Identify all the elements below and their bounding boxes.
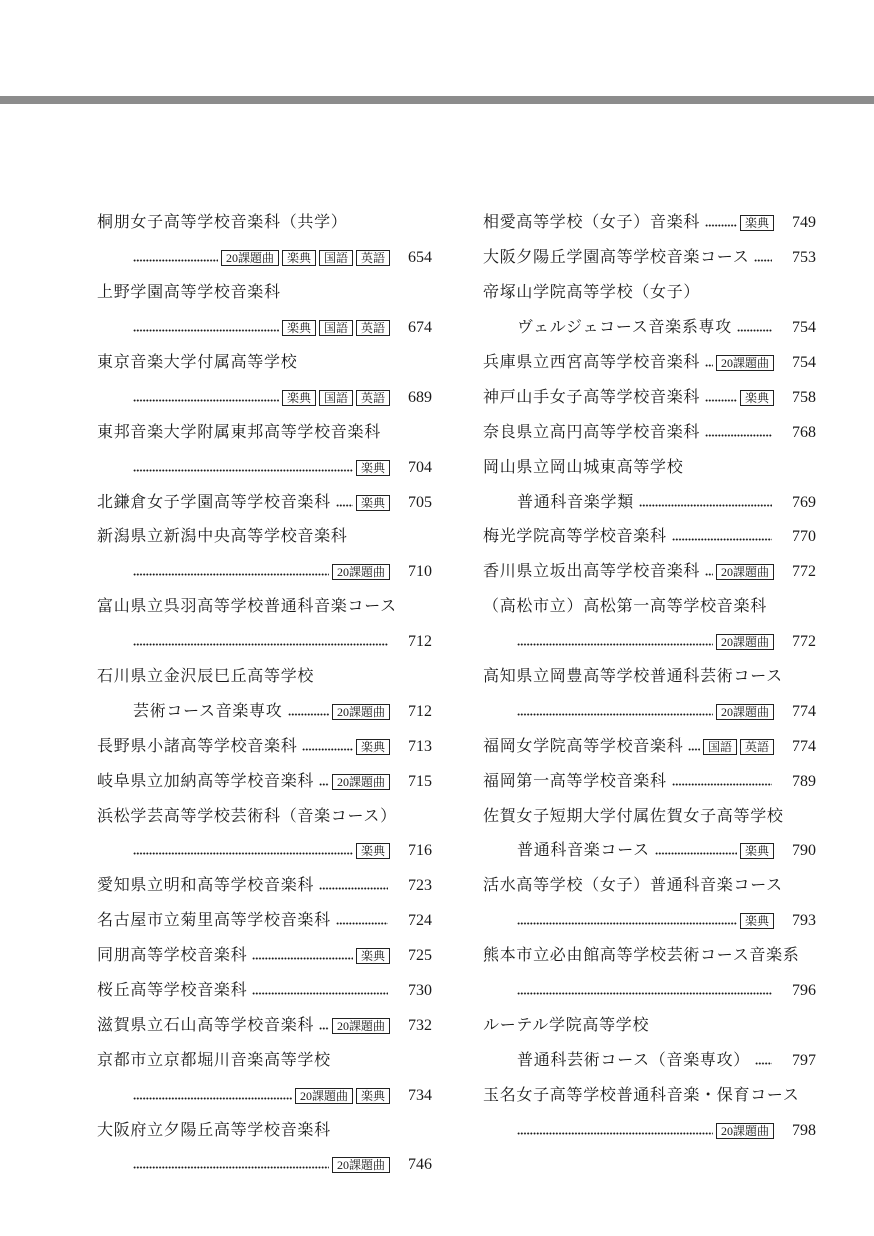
school-name-continued: ヴェルジェコース音楽系専攻 [517, 319, 732, 337]
tag-badge: 国語 [319, 390, 353, 406]
tag-badge: 20課題曲 [716, 355, 774, 371]
toc-line [97, 380, 432, 415]
toc-line [97, 834, 432, 869]
toc-line [483, 660, 816, 695]
school-name-continued: 普通科音楽コース [517, 842, 650, 860]
school-name: 名古屋市立菊里高等学校音楽科 [97, 912, 331, 930]
page-number: 790 [792, 842, 816, 860]
toc-entry [483, 939, 816, 1009]
tag-badge: 楽典 [740, 843, 774, 859]
page-number: 716 [408, 842, 432, 860]
toc-line [483, 729, 816, 764]
leader-dots [133, 399, 279, 402]
toc-line [97, 346, 432, 381]
school-name: 福岡第一高等学校音楽科 [483, 772, 667, 790]
toc-line [483, 276, 816, 311]
tag-badge: 20課題曲 [716, 704, 774, 720]
tag-badge: 国語 [703, 739, 737, 755]
page-number: 770 [792, 528, 816, 546]
toc-entry [97, 974, 432, 1009]
school-name: 活水高等学校（女子）普通科音楽コース [483, 877, 783, 895]
school-name-continued: 普通科芸術コース（音楽専攻） [517, 1051, 751, 1069]
school-name: 相愛高等学校（女子）音楽科 [483, 214, 701, 232]
school-name-continued: 普通科音楽学類 [517, 493, 634, 511]
toc-entry [97, 869, 432, 904]
leader-dots [517, 1132, 713, 1135]
toc-entry [97, 904, 432, 939]
leader-dots [639, 504, 772, 507]
leader-dots [755, 1062, 772, 1065]
school-name: 香川県立坂出高等学校音楽科 [483, 563, 701, 581]
toc-entry [483, 799, 816, 869]
school-name: 岐阜県立加納高等学校音楽科 [97, 772, 315, 790]
page-number: 749 [792, 214, 816, 232]
page-number: 774 [792, 702, 816, 720]
toc-column-left [97, 206, 432, 1183]
leader-dots [288, 713, 329, 716]
toc-line [97, 660, 432, 695]
toc-line [483, 1008, 816, 1043]
toc-line [97, 415, 432, 450]
toc-entry [483, 869, 816, 939]
toc-entry [483, 555, 816, 590]
toc-entry [483, 729, 816, 764]
leader-dots [133, 259, 218, 262]
tag-badge: 国語 [319, 250, 353, 266]
leader-dots [319, 1027, 329, 1030]
tag-badge: 英語 [740, 739, 774, 755]
leader-dots [336, 922, 388, 925]
school-name: 北鎌倉女子学園高等学校音楽科 [97, 493, 331, 511]
page-number: 654 [408, 249, 432, 267]
leader-dots [133, 1097, 292, 1100]
toc-line [97, 590, 432, 625]
toc-entry [97, 1113, 432, 1183]
tag-badge: 20課題曲 [332, 564, 390, 580]
page-number: 724 [408, 912, 432, 930]
tag-badge: 20課題曲 [716, 1123, 774, 1139]
page-number: 712 [408, 702, 432, 720]
toc-line [483, 904, 816, 939]
tag-badge: 楽典 [282, 250, 316, 266]
tag-badge: 楽典 [356, 495, 390, 511]
leader-dots [705, 399, 737, 402]
page-number: 715 [408, 772, 432, 790]
page-number: 772 [792, 633, 816, 651]
school-name: 玉名女子高等学校普通科音楽・保育コース [483, 1086, 800, 1104]
toc-line [483, 380, 816, 415]
toc-line [97, 206, 432, 241]
toc-line [483, 939, 816, 974]
school-name: ルーテル学院高等学校 [483, 1016, 650, 1034]
school-name: 愛知県立明和高等学校音楽科 [97, 877, 315, 895]
school-name: 長野県小諸高等学校音楽科 [97, 737, 298, 755]
tag-badge: 20課題曲 [295, 1088, 353, 1104]
leader-dots [319, 783, 329, 786]
toc-entry [97, 729, 432, 764]
page-number: 796 [792, 982, 816, 1000]
leader-dots [705, 434, 772, 437]
toc-line [483, 555, 816, 590]
toc-entry [483, 241, 816, 276]
page-number: 798 [792, 1121, 816, 1139]
leader-dots [517, 643, 713, 646]
leader-dots [705, 364, 713, 367]
toc-line [97, 1113, 432, 1148]
page-number: 713 [408, 737, 432, 755]
page-number: 705 [408, 493, 432, 511]
leader-dots [754, 259, 772, 262]
page-number: 768 [792, 423, 816, 441]
toc-entry [97, 276, 432, 346]
toc-entry [97, 590, 432, 660]
toc-line [97, 729, 432, 764]
toc-line [97, 904, 432, 939]
tag-badge: 20課題曲 [332, 1157, 390, 1173]
tag-badge: 20課題曲 [221, 250, 279, 266]
leader-dots [133, 643, 388, 646]
toc-line [97, 939, 432, 974]
toc-line [483, 520, 816, 555]
tag-badge: 楽典 [356, 948, 390, 964]
toc-line [483, 694, 816, 729]
leader-dots [336, 504, 353, 507]
leader-dots [302, 748, 353, 751]
toc-line [483, 974, 816, 1009]
page-number: 793 [792, 912, 816, 930]
page-number: 710 [408, 563, 432, 581]
toc-line [97, 1043, 432, 1078]
page-number: 712 [408, 633, 432, 651]
toc-line [97, 1148, 432, 1183]
school-name: 富山県立呉羽高等学校普通科音楽コース [97, 598, 397, 616]
toc-entry [483, 1008, 816, 1078]
leader-dots [252, 992, 388, 995]
school-name: 滋賀県立石山高等学校音楽科 [97, 1016, 315, 1034]
school-name: 神戸山手女子高等学校音楽科 [483, 388, 701, 406]
tag-badge: 20課題曲 [332, 1018, 390, 1034]
school-name: 東邦音楽大学附属東邦高等学校音楽科 [97, 423, 381, 441]
tag-badge: 楽典 [356, 460, 390, 476]
leader-dots [672, 538, 772, 541]
leader-dots [133, 573, 329, 576]
tag-badge: 楽典 [740, 390, 774, 406]
page-number: 758 [792, 388, 816, 406]
leader-dots [319, 887, 388, 890]
tag-badge: 楽典 [282, 320, 316, 336]
toc-line [483, 346, 816, 381]
tag-badge: 20課題曲 [716, 564, 774, 580]
tag-badge: 英語 [356, 250, 390, 266]
leader-dots [252, 957, 353, 960]
toc-entry [483, 380, 816, 415]
toc-entry [483, 206, 816, 241]
toc-line [97, 311, 432, 346]
toc-line [483, 869, 816, 904]
tag-badge: 楽典 [282, 390, 316, 406]
toc-entry [483, 450, 816, 520]
page-number: 746 [408, 1156, 432, 1174]
toc-line [483, 206, 816, 241]
toc-line [483, 311, 816, 346]
leader-dots [688, 748, 700, 751]
toc-entry [97, 346, 432, 416]
toc-entry [483, 590, 816, 660]
toc-line [483, 241, 816, 276]
page-number: 674 [408, 319, 432, 337]
leader-dots [133, 469, 353, 472]
toc-line [97, 625, 432, 660]
toc-line [97, 485, 432, 520]
tag-badge: 20課題曲 [332, 704, 390, 720]
leader-dots [517, 992, 772, 995]
toc-line [97, 869, 432, 904]
tag-badge: 楽典 [740, 913, 774, 929]
page-number: 732 [408, 1016, 432, 1034]
toc-entry [483, 660, 816, 730]
toc-line [97, 276, 432, 311]
page-number: 774 [792, 737, 816, 755]
tag-badge: 英語 [356, 390, 390, 406]
school-name: 上野学園高等学校音楽科 [97, 284, 281, 302]
page-number: 789 [792, 772, 816, 790]
school-name: 梅光学院高等学校音楽科 [483, 528, 667, 546]
tag-badge: 楽典 [740, 215, 774, 231]
school-name: 福岡女学院高等学校音楽科 [483, 737, 684, 755]
school-name: 桜丘高等学校音楽科 [97, 982, 248, 1000]
toc-entry [483, 415, 816, 450]
toc-entry [97, 415, 432, 485]
tag-badge: 20課題曲 [716, 634, 774, 650]
toc-entry [483, 520, 816, 555]
leader-dots [705, 224, 737, 227]
toc-line [483, 625, 816, 660]
toc-entry [97, 799, 432, 869]
toc-line [97, 241, 432, 276]
toc-line [483, 1113, 816, 1148]
toc-entry [97, 660, 432, 730]
toc-entry [97, 939, 432, 974]
leader-dots [133, 1166, 329, 1169]
school-name: 東京音楽大学付属高等学校 [97, 354, 298, 371]
toc-line [483, 799, 816, 834]
leader-dots [672, 783, 772, 786]
page-number: 725 [408, 947, 432, 965]
toc-line [483, 485, 816, 520]
school-name: 同朋高等学校音楽科 [97, 947, 248, 965]
tag-badge: 国語 [319, 320, 353, 336]
school-name: 岡山県立岡山城東高等学校 [483, 458, 684, 476]
toc-line [483, 834, 816, 869]
tag-badge: 20課題曲 [332, 774, 390, 790]
toc-entry [97, 520, 432, 590]
tag-badge: 英語 [356, 320, 390, 336]
school-name: 大阪夕陽丘学園高等学校音楽コース [483, 249, 750, 267]
page-number: 772 [792, 563, 816, 581]
toc-line [97, 1078, 432, 1113]
toc-entry [97, 485, 432, 520]
page-number: 730 [408, 982, 432, 1000]
toc-entry [97, 206, 432, 276]
toc-line [483, 764, 816, 799]
tag-badge: 楽典 [356, 1088, 390, 1104]
header-bar [0, 96, 874, 104]
school-name-continued: 芸術コース音楽専攻 [133, 702, 283, 720]
leader-dots [705, 573, 713, 576]
toc-line [97, 555, 432, 590]
leader-dots [133, 852, 353, 855]
toc-line [483, 1078, 816, 1113]
school-name: 浜松学芸高等学校芸術科（音楽コース） [97, 807, 397, 825]
page-number: 753 [792, 249, 816, 267]
leader-dots [737, 329, 772, 332]
toc-column-right [483, 206, 816, 1148]
tag-badge: 楽典 [356, 843, 390, 859]
toc-entry [483, 276, 816, 346]
page-number: 734 [408, 1086, 432, 1104]
toc-line [97, 694, 432, 729]
toc-line [483, 415, 816, 450]
tag-badge: 楽典 [356, 739, 390, 755]
toc-entry [483, 346, 816, 381]
leader-dots [517, 713, 713, 716]
page-number: 754 [792, 354, 816, 371]
toc-line [97, 450, 432, 485]
leader-dots [517, 922, 737, 925]
page-number: 797 [792, 1051, 816, 1069]
leader-dots [655, 852, 737, 855]
toc-line [97, 1008, 432, 1043]
school-name: 熊本市立必由館高等学校芸術コース音楽系 [483, 947, 800, 965]
school-name: 佐賀女子短期大学付属佐賀女子高等学校 [483, 807, 784, 825]
toc-line [97, 520, 432, 555]
toc-entry [97, 764, 432, 799]
school-name: 帝塚山学院高等学校（女子） [483, 284, 701, 302]
toc-entry [97, 1043, 432, 1113]
toc-line [483, 450, 816, 485]
toc-line [97, 974, 432, 1009]
toc-line [483, 1043, 816, 1078]
school-name: （高松市立）高松第一高等学校音楽科 [483, 598, 767, 616]
page-number: 769 [792, 493, 816, 511]
page-number: 754 [792, 319, 816, 337]
school-name: 新潟県立新潟中央高等学校音楽科 [97, 528, 348, 546]
page-number: 689 [408, 388, 432, 406]
toc-entry [483, 1078, 816, 1148]
toc-line [483, 590, 816, 625]
toc-entry [97, 1008, 432, 1043]
toc-line [97, 799, 432, 834]
toc-entry [483, 764, 816, 799]
toc-line [97, 764, 432, 799]
school-name: 京都市立京都堀川音楽高等学校 [97, 1051, 331, 1069]
page-number: 704 [408, 458, 432, 476]
school-name: 高知県立岡豊高等学校普通科芸術コース [483, 668, 783, 686]
school-name: 大阪府立夕陽丘高等学校音楽科 [97, 1121, 331, 1139]
school-name: 奈良県立高円高等学校音楽科 [483, 423, 701, 441]
school-name: 石川県立金沢辰巳丘高等学校 [97, 668, 315, 686]
school-name: 桐朋女子高等学校音楽科（共学） [97, 214, 348, 232]
leader-dots [133, 329, 279, 332]
page-number: 723 [408, 877, 432, 895]
school-name: 兵庫県立西宮高等学校音楽科 [483, 354, 701, 371]
